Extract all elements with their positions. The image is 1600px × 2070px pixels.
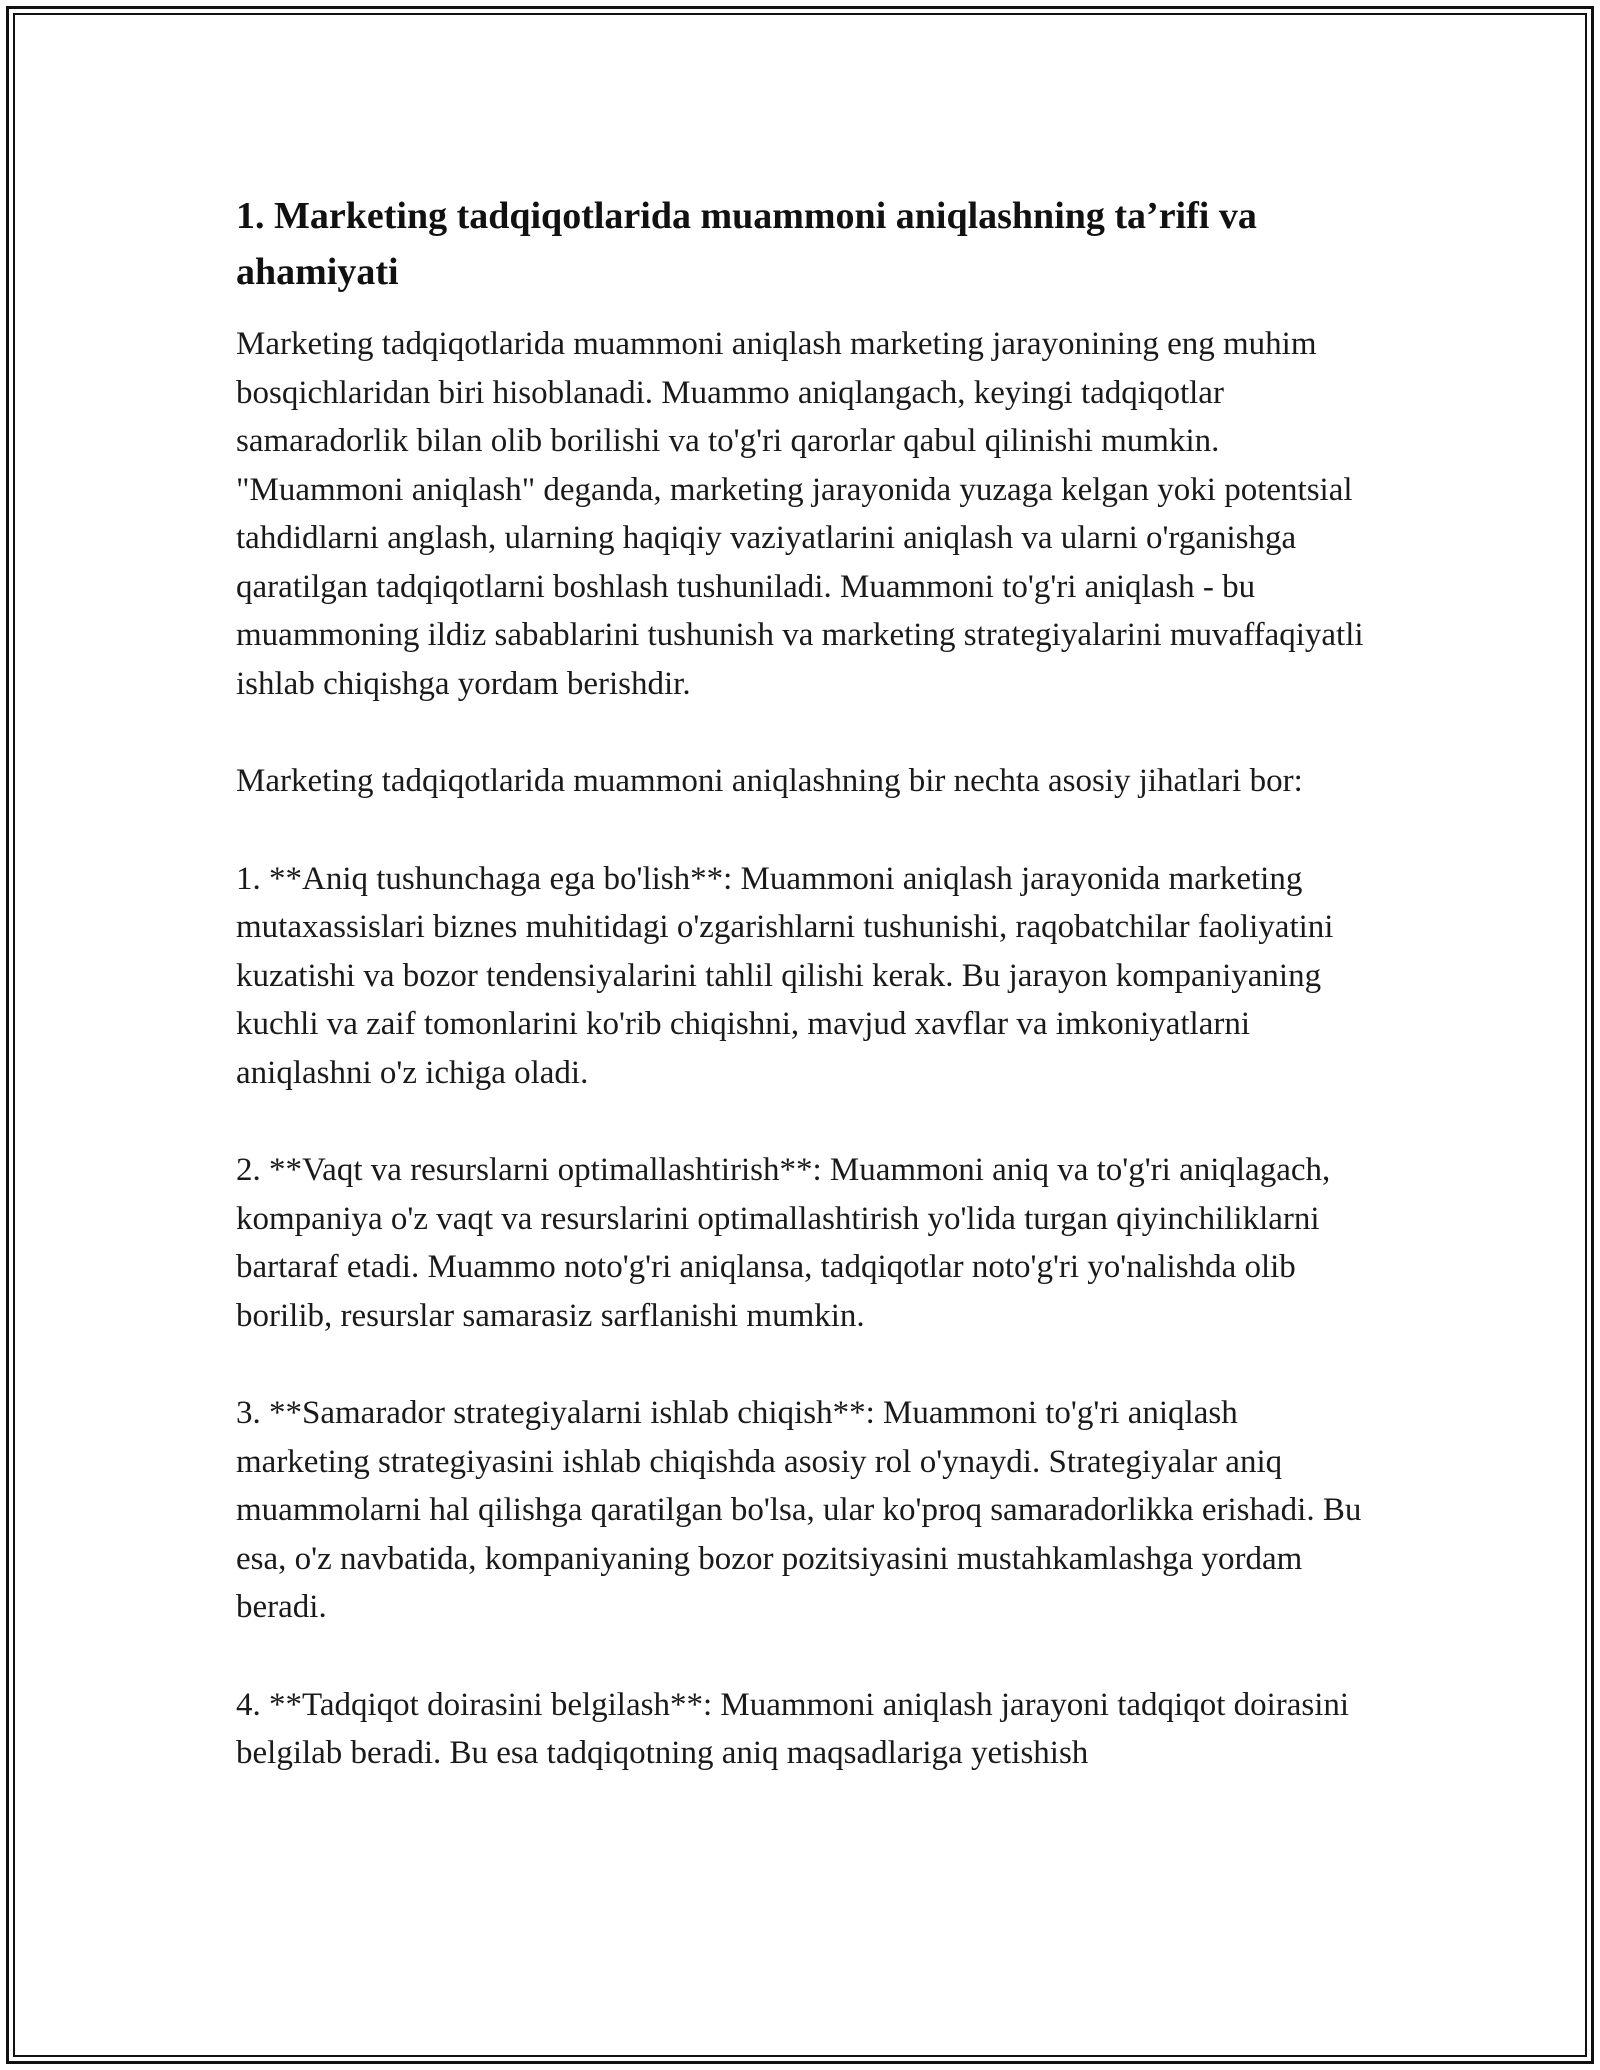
paragraph-aspects-lead: Marketing tadqiqotlarida muammoni aniqlashning bir nechta asosiy jihatlari bor: xyxy=(236,763,1303,799)
list-item-2: 2. **Vaqt va resurslarni optimallashtirish**: Muammoni aniq va to'g'ri aniqlagach, kompaniya o'z vaqt va resurslarini optimallashtirish yo'lida turgan qiyinchiliklarni bartaraf etadi. Muammo noto'g'ri aniqlansa, tadqiqotlar noto'g'ri yo'nalishda olib borilib, resurslar samarasiz sarflanishi mumkin. xyxy=(236,1152,1331,1334)
list-item-4: 4. **Tadqiqot doirasini belgilash**: Muammoni aniqlash jarayoni tadqiqot doirasini belgilab beradi. Bu esa tadqiqotning aniq maqsadlariga yetishish xyxy=(236,1686,1350,1771)
paragraph-intro: Marketing tadqiqotlarida muammoni aniqlash marketing jarayonining eng muhim bosqichlaridan biri hisoblanadi. Muammo aniqlangach, keyingi tadqiqotlar samaradorlik bilan olib borilishi va to'g'ri qarorlar qabul qilinishi mumkin. "Muammoni aniqlash" deganda, marketing jarayonida yuzaga kelgan yoki potentsial tahdidlarni anglash, ularning haqiqiy vaziyatlarini aniqlash va ularni o'rganishga qaratilgan tadqiqotlarni boshlash tushuniladi. Muammoni to'g'ri aniqlash - bu muammoning ildiz sabablarini tushunish va marketing strategiyalarini muvaffaqiyatli ishlab chiqishga yordam berishdir. xyxy=(236,326,1364,702)
document-body xyxy=(236,188,1376,1778)
section-heading: 1. Marketing tadqiqotlarida muammoni aniqlashning ta’rifi va ahamiyati xyxy=(236,195,1257,293)
list-item-1: 1. **Aniq tushunchaga ega bo'lish**: Muammoni aniqlash jarayonida marketing mutaxassislari biznes muhitidagi o'zgarishlarni tushunishi, raqobatchilar faoliyatini kuzatishi va bozor tendensiyalarini tahlil qilishi kerak. Bu jarayon kompaniyaning kuchli va zaif tomonlarini ko'rib chiqishni, mavjud xavflar va imkoniyatlarni aniqlashni o'z ichiga oladi. xyxy=(236,860,1334,1091)
list-item-3: 3. **Samarador strategiyalarni ishlab chiqish**: Muammoni to'g'ri aniqlash marketing strategiyasini ishlab chiqishda asosiy rol o'ynaydi. Strategiyalar aniq muammolarni hal qilishga qaratilgan bo'lsa, ular ko'proq samaradorlikka erishadi. Bu esa, o'z navbatida, kompaniyaning bozor pozitsiyasini mustahkamlashga yordam beradi. xyxy=(236,1395,1362,1625)
